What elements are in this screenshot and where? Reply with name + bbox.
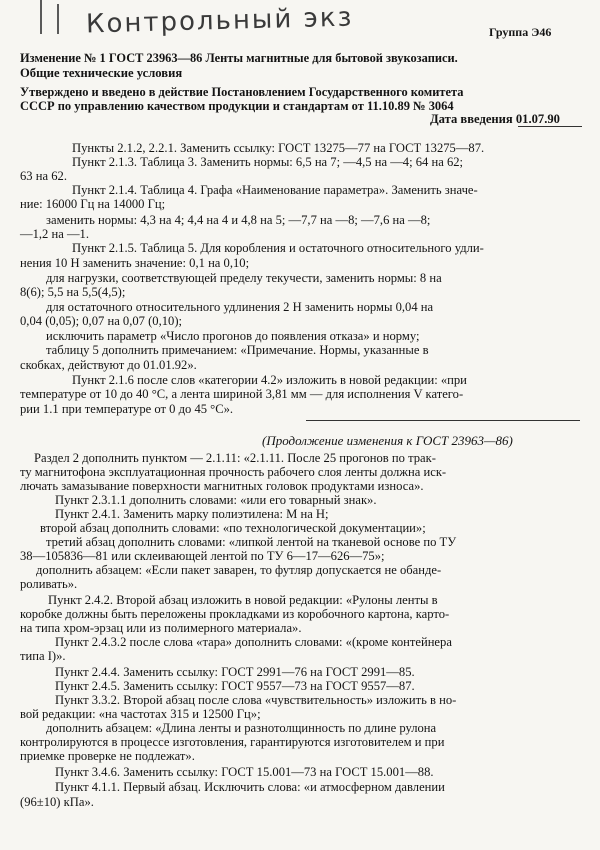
continuation-heading: (Продолжение изменения к ГОСТ 23963—86) [262, 433, 513, 448]
margin-mark [40, 0, 42, 34]
margin-mark [57, 4, 59, 34]
text-line: 8(6); 5,5 на 5,5(4,5); [20, 285, 126, 299]
text-line: таблицу 5 дополнить примечанием: «Примечание. Нормы, указанные в [46, 343, 429, 357]
text-line: коробке должны быть переложены прокладками из коробочного картона, карто- [20, 607, 450, 621]
text-line: нения 10 Н заменить значение: 0,1 на 0,10; [20, 256, 250, 270]
separator-line [306, 420, 580, 421]
text-line: исключить параметр «Число прогонов до появления отказа» и норму; [46, 329, 420, 343]
text-line: типа I)». [20, 649, 66, 663]
text-line: Раздел 2 дополнить пунктом — 2.1.11: «2.1.11. После 25 прогонов по трак- [34, 451, 436, 465]
handwritten-note: Контрольный экз [85, 2, 354, 40]
text-line: (96±10) кПа». [20, 795, 94, 809]
text-line: Пункт 2.4.1. Заменить марку полиэтилена: М на Н; [55, 507, 329, 521]
text-line: Пункт 2.1.3. Таблица 3. Заменить нормы: 6,5 на 7; —4,5 на —4; 64 на 62; [72, 155, 464, 169]
text-line: Пункт 2.1.4. Таблица 4. Графа «Наименование параметра». Заменить значе- [72, 183, 478, 197]
text-line: температуре от 10 до 40 °С, а лента шириной 3,81 мм — для исполнения V катего- [20, 387, 464, 401]
text-line: дополнить абзацем: «Длина ленты и разнотолщинность по длине рулона [46, 721, 437, 735]
text-line: третий абзац дополнить словами: «липкой лентой на тканевой основе по ТУ [46, 535, 457, 549]
text-line: Пункт 2.1.5. Таблица 5. Для коробления и остаточного относительного удли- [72, 241, 484, 255]
text-line: Пункт 2.4.5. Заменить ссылку: ГОСТ 9557—73 на ГОСТ 9557—87. [55, 679, 415, 693]
effective-date: Дата введения 01.07.90 [430, 112, 560, 126]
text-line: Пункт 2.4.2. Второй абзац изложить в новой редакции: «Рулоны ленты в [48, 593, 438, 607]
text-line: рии 1.1 при температуре от 0 до 45 °С». [20, 402, 234, 416]
text-line: ние: 16000 Гц на 14000 Гц; [20, 197, 166, 211]
header-line2: Общие технические условия [20, 66, 183, 80]
text-line: Пункт 2.3.1.1 дополнить словами: «или его товарный знак». [55, 493, 377, 507]
text-line: 63 на 62. [20, 169, 67, 183]
text-line: —1,2 на —1. [20, 227, 90, 241]
text-line: для нагрузки, соответствующей пределу текучести, заменить нормы: 8 на [46, 271, 442, 285]
text-line: дополнить абзацем: «Если пакет заварен, то футляр допускается не обанде- [36, 563, 442, 577]
text-line: контролируются в процессе изготовления, гарантируются изготовителем и при [20, 735, 445, 749]
text-line: Пункт 3.3.2. Второй абзац после слова «чувствительность» изложить в но- [55, 693, 457, 707]
text-line: приемке проверке не подлежат». [20, 749, 195, 763]
text-line: Пункт 2.4.4. Заменить ссылку: ГОСТ 2991—76 на ГОСТ 2991—85. [55, 665, 415, 679]
text-line: 0,04 (0,05); 0,07 на 0,07 (0,10); [20, 314, 183, 328]
text-line: скобках, действуют до 01.01.92». [20, 358, 197, 372]
text-line: Пункт 2.1.6 после слов «категории 4.2» изложить в новой редакции: «при [72, 373, 467, 387]
text-line: вой редакции: «на частотах 315 и 12500 Гц»; [20, 707, 261, 721]
text-line: на типа хром-эрзац или из полимерного материала». [20, 621, 302, 635]
text-line: заменить нормы: 4,3 на 4; 4,4 на 4 и 4,8 на 5; —7,7 на —8; —7,6 на —8; [46, 213, 431, 227]
text-line: Пункт 3.4.6. Заменить ссылку: ГОСТ 15.001—73 на ГОСТ 15.001—88. [55, 765, 434, 779]
group-label: Группа Э46 [489, 25, 552, 39]
text-line: 38—105836—81 или склеивающей лентой по ТУ 6—17—626—75»; [20, 549, 385, 563]
text-line: лючать замазывание поверхности магнитных головок продуктами износа». [20, 479, 424, 493]
text-line: Пункты 2.1.2, 2.2.1. Заменить ссылку: ГОСТ 13275—77 на ГОСТ 13275—87. [72, 141, 485, 155]
text-line: Пункт 2.4.3.2 после слова «тара» дополнить словами: «(кроме контейнера [55, 635, 452, 649]
header-line1: Изменение № 1 ГОСТ 23963—86 Ленты магнитные для бытовой звукозаписи. [20, 51, 458, 65]
text-line: роливать». [20, 577, 78, 591]
text-line: ту магнитофона эксплуатационная прочность рабочего слоя ленты должна иск- [20, 465, 447, 479]
text-line: второй абзац дополнить словами: «по технологической документации»; [40, 521, 426, 535]
text-line: для остаточного относительного удлинения 2 Н заменить нормы 0,04 на [46, 300, 434, 314]
date-underline [518, 126, 582, 127]
text-line: Пункт 4.1.1. Первый абзац. Исключить слова: «и атмосферном давлении [55, 780, 445, 794]
approval-line1: Утверждено и введено в действие Постановлением Государственного комитета [20, 85, 464, 99]
approval-line2: СССР по управлению качеством продукции и стандартам от 11.10.89 № 3064 [20, 99, 454, 113]
